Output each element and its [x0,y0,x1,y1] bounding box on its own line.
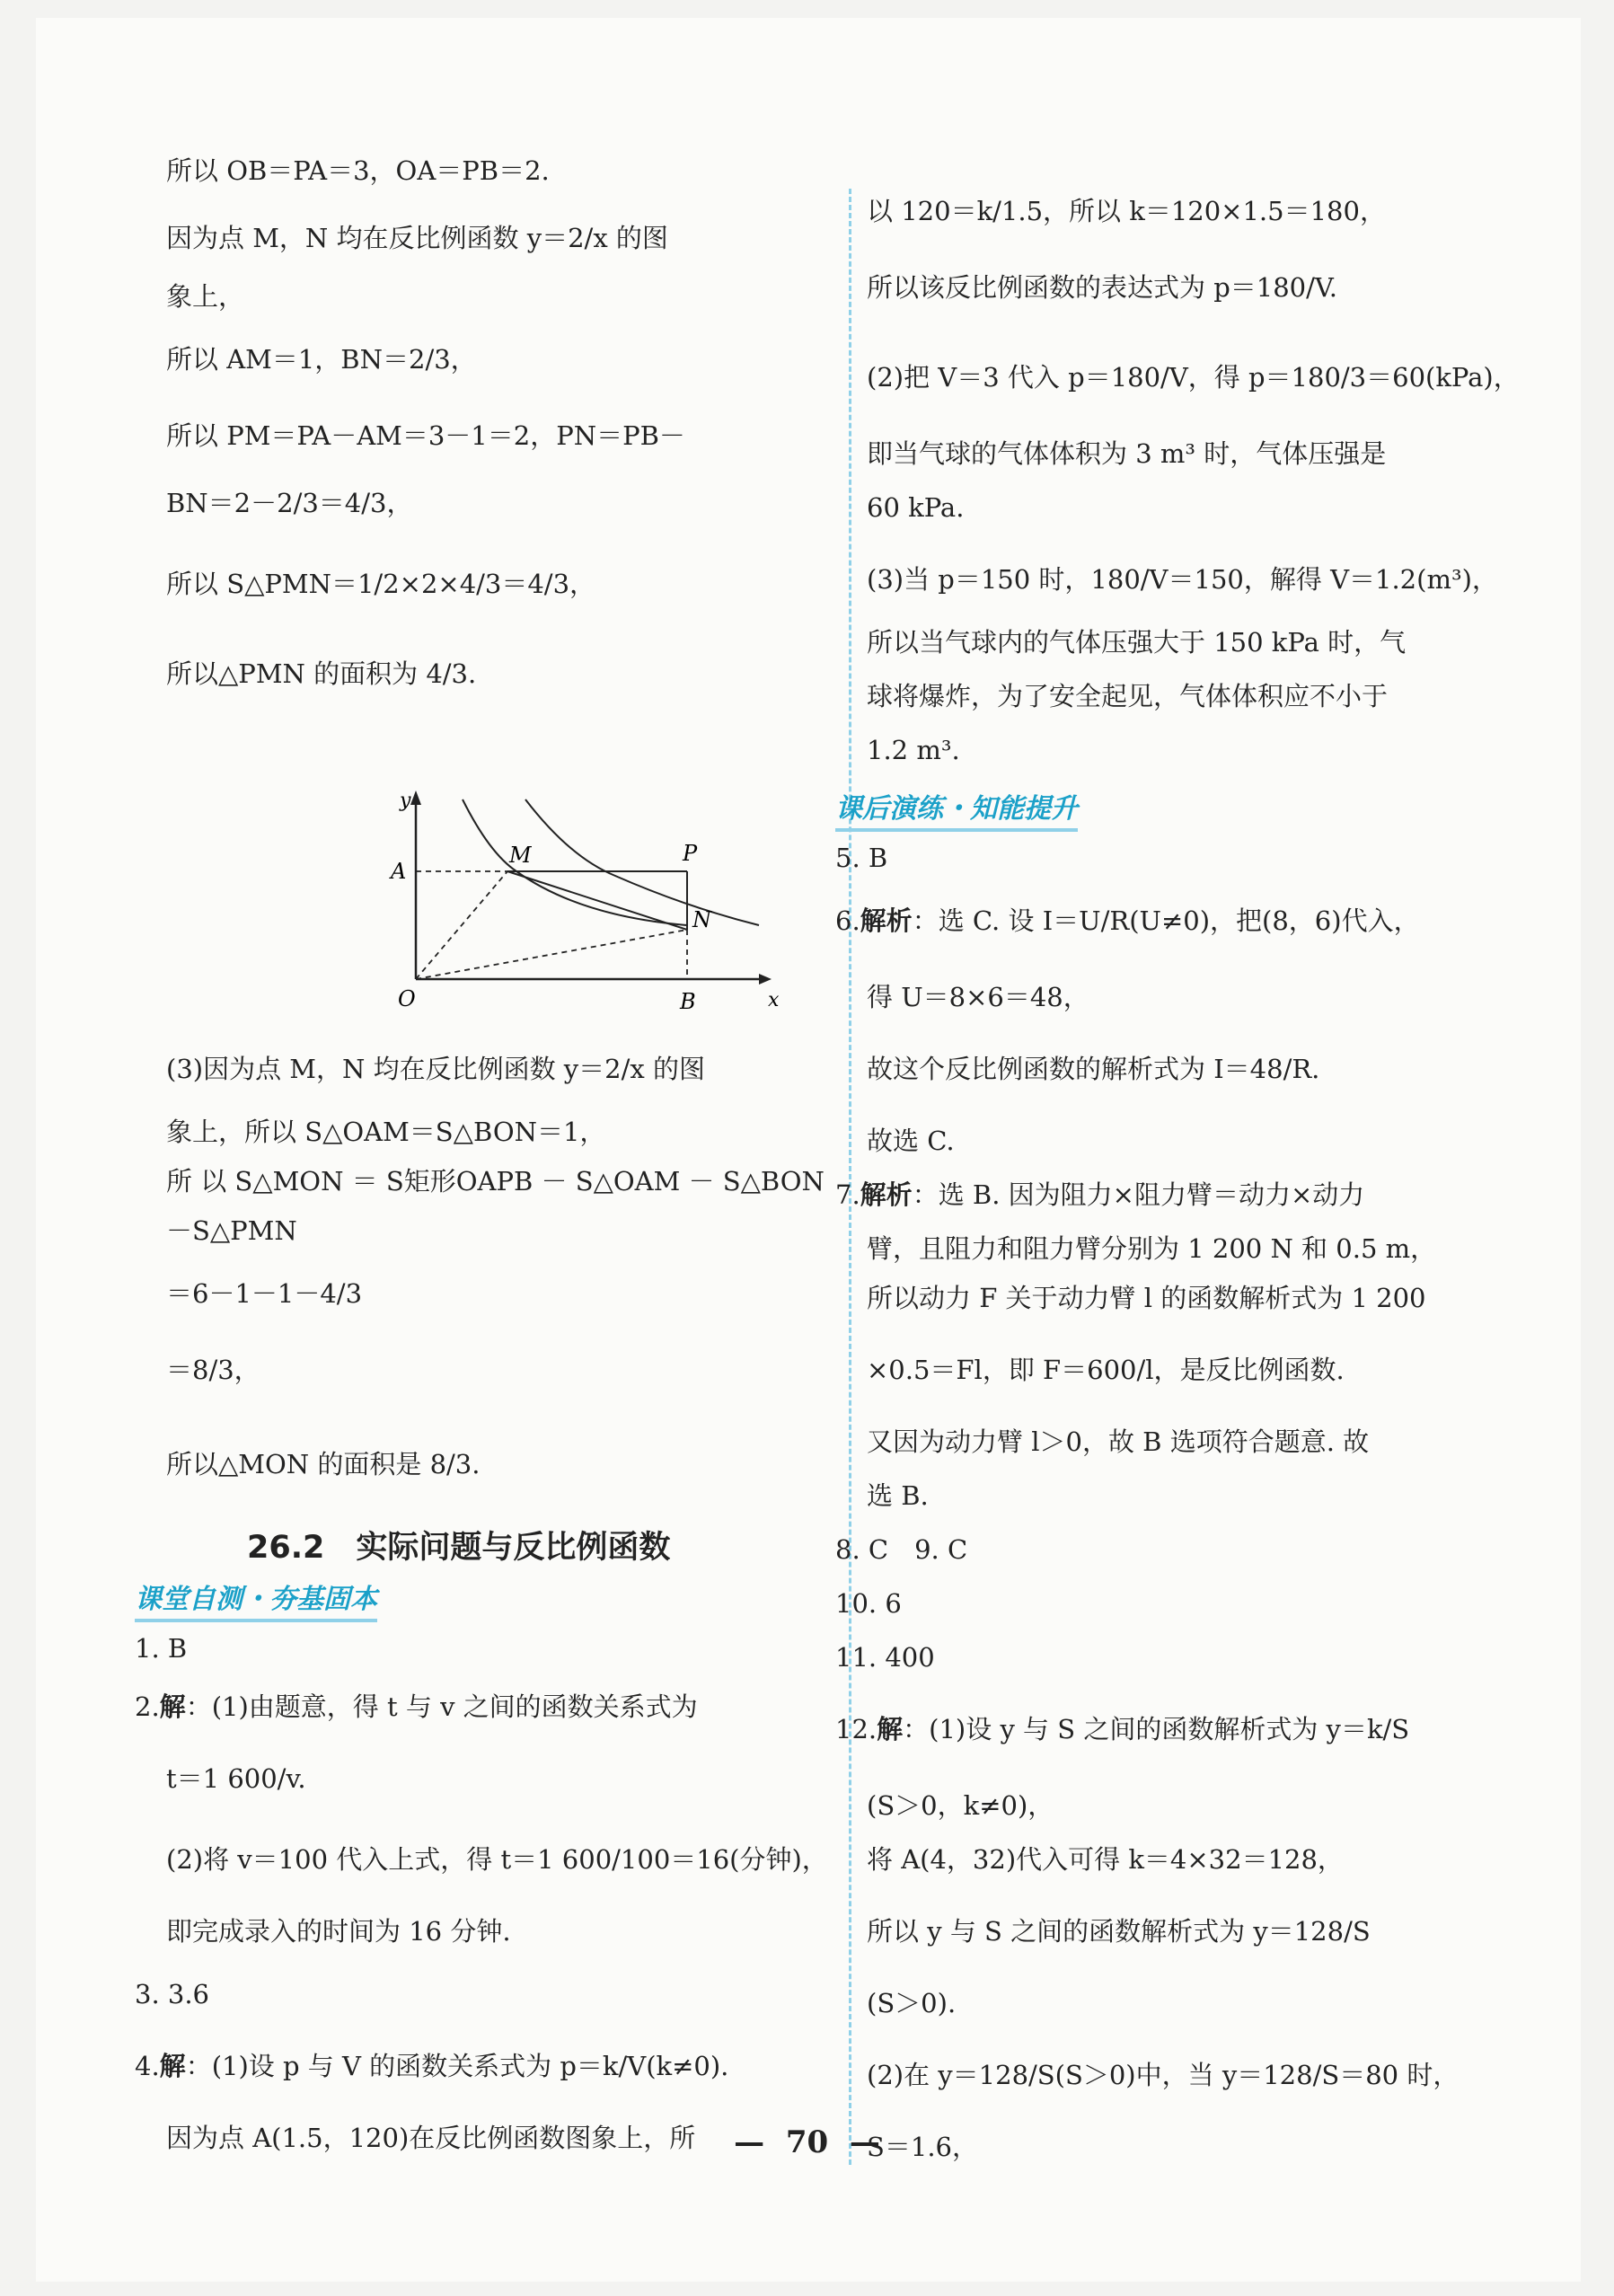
text-line: 所以△PMN 的面积为 4/3. [166,658,477,689]
label-x: x [768,989,780,1011]
answer-8-9: 8. C 9. C [835,1534,968,1565]
text-line: ×0.5＝Fl，即 F＝600/l，是反比例函数. [867,1355,1345,1385]
text-line: 所以 y 与 S 之间的函数解析式为 y＝128/S [867,1916,1371,1947]
text-line: 所以 PM＝PA－AM＝3－1＝2，PN＝PB－ [166,420,685,451]
answer-5: 5. B [835,843,888,873]
text-line: BN＝2－2/3＝4/3， [166,488,413,518]
text-line: 故选 C. [867,1126,955,1156]
solution-label: 解析 [860,905,913,936]
text-line: 所以△MON 的面积是 8/3. [166,1449,481,1479]
text-line: 球将爆炸，为了安全起见，气体体积应不小于 [867,681,1389,711]
answer-2 [135,1689,698,1725]
text-line: 1.2 m³. [867,735,960,765]
label-N: N [692,907,711,932]
solution-label: 解析 [860,1179,913,1210]
text-line: 所以 AM＝1，BN＝2/3， [166,344,477,375]
text-line: －S△PMN [166,1215,297,1246]
text-line: (2)把 V＝3 代入 p＝180/V，得 p＝180/3＝60(kPa)， [867,362,1520,393]
text-line: ＝6－1－1－4/3 [166,1278,363,1309]
segment-MN [507,871,687,930]
text-line: 即当气球的气体体积为 3 m³ 时，气体压强是 [867,438,1387,469]
answer-10: 10. 6 [835,1588,902,1619]
text-line: 所 以 S△MON ＝ S矩形OAPB － S△OAM － S△BON [166,1166,825,1197]
question-number: 2. [135,1691,160,1722]
text-line: 得 U＝8×6＝48， [867,982,1089,1012]
text-line: 故这个反比例函数的解析式为 I＝48/R. [867,1054,1320,1084]
text-line: (S＞0，k≠0)， [867,1790,1054,1821]
outer-curve [525,799,759,925]
text-line: t＝1 600/v. [166,1763,306,1794]
text-line: 60 kPa. [867,492,965,523]
text-line: 因为点 M，N 均在反比例函数 y＝2/x 的图 [166,223,668,253]
answer-12 [835,1711,1409,1747]
solution-label: 解 [159,2051,186,2081]
text-line: S＝1.6， [867,2132,978,2162]
text-line: (2)在 y＝128/S(S＞0)中，当 y＝128/S＝80 时， [867,2060,1460,2090]
question-number: 6. [835,905,860,936]
question-number: 4. [135,2051,160,2081]
text-line: 选 B. [867,1480,929,1511]
hyperbola-graph [364,782,786,1024]
text-line: 以 120＝k/1.5，所以 k＝120×1.5＝180， [867,196,1386,226]
solution-text: ：(1)设 p 与 V 的函数关系式为 p＝k/V(k≠0). [185,2051,729,2081]
answer-11: 11. 400 [835,1642,935,1673]
text-line: (S＞0). [867,1988,957,2018]
answer-3: 3. 3.6 [135,1979,210,2009]
page-number: — 70 — [734,2124,880,2160]
label-P: P [683,841,698,866]
solution-label: 解 [159,1691,186,1722]
text-line: 即完成录入的时间为 16 分钟. [166,1916,511,1947]
text-line: 因为点 A(1.5，120)在反比例函数图象上，所 [166,2123,696,2153]
answer-7 [835,1177,1364,1213]
text-line: 将 A(4，32)代入可得 k＝4×32＝128， [867,1844,1344,1875]
label-A: A [391,859,407,884]
text-line: 所以 OB＝PA＝3，OA＝PB＝2. [166,155,550,186]
section-banner-after-class: 课后演练・知能提升 [835,786,1078,832]
text-line: 臂，且阻力和阻力臂分别为 1 200 N 和 0.5 m， [867,1233,1437,1264]
dashed-ON [416,930,687,979]
label-O: O [398,986,416,1011]
text-line: 所以 S△PMN＝1/2×2×4/3＝4/3， [166,569,596,599]
solution-text: ：(1)由题意，得 t 与 v 之间的函数关系式为 [185,1691,698,1722]
label-y: y [400,790,411,812]
page-number-value: 70 [785,2124,829,2160]
dashed-OM [416,871,507,979]
solution-text: ：(1)设 y 与 S 之间的函数解析式为 y＝k/S [903,1714,1410,1744]
text-line: 所以该反比例函数的表达式为 p＝180/V. [867,272,1337,303]
document-page [36,18,1581,2282]
answer-1: 1. B [135,1633,188,1664]
text-line: (3)因为点 M，N 均在反比例函数 y＝2/x 的图 [166,1054,705,1084]
text-line: ＝8/3， [166,1355,260,1385]
answer-4 [135,2048,728,2084]
label-M: M [509,843,532,868]
text-line: (2)将 v＝100 代入上式，得 t＝1 600/100＝16(分钟)， [166,1844,828,1875]
solution-text: ：选 C. 设 I＝U/R(U≠0)，把(8，6)代入， [912,905,1420,936]
solution-label: 解 [877,1714,904,1744]
section-banner-classroom: 课堂自测・夯基固本 [135,1576,377,1622]
answer-6 [835,903,1420,939]
text-line: 所以动力 F 关于动力臂 l 的函数解析式为 1 200 [867,1283,1426,1313]
question-number: 12. [835,1714,878,1744]
text-line: 象上， [166,281,245,312]
question-number: 7. [835,1179,860,1210]
text-line: 又因为动力臂 l＞0，故 B 选项符合题意. 故 [867,1426,1370,1457]
y-axis-arrow [410,790,421,805]
x-axis-arrow [759,974,772,985]
inner-curve [463,799,687,925]
text-line: 所以当气球内的气体压强大于 150 kPa 时，气 [867,627,1407,658]
section-heading: 26.2 实际问题与反比例函数 [247,1530,671,1566]
text-line: (3)当 p＝150 时，180/V＝150，解得 V＝1.2(m³)， [867,564,1498,595]
text-line: 象上，所以 S△OAM＝S△BON＝1， [166,1117,606,1147]
label-B: B [680,989,696,1014]
solution-text: ：选 B. 因为阻力×阻力臂＝动力×动力 [912,1179,1365,1210]
